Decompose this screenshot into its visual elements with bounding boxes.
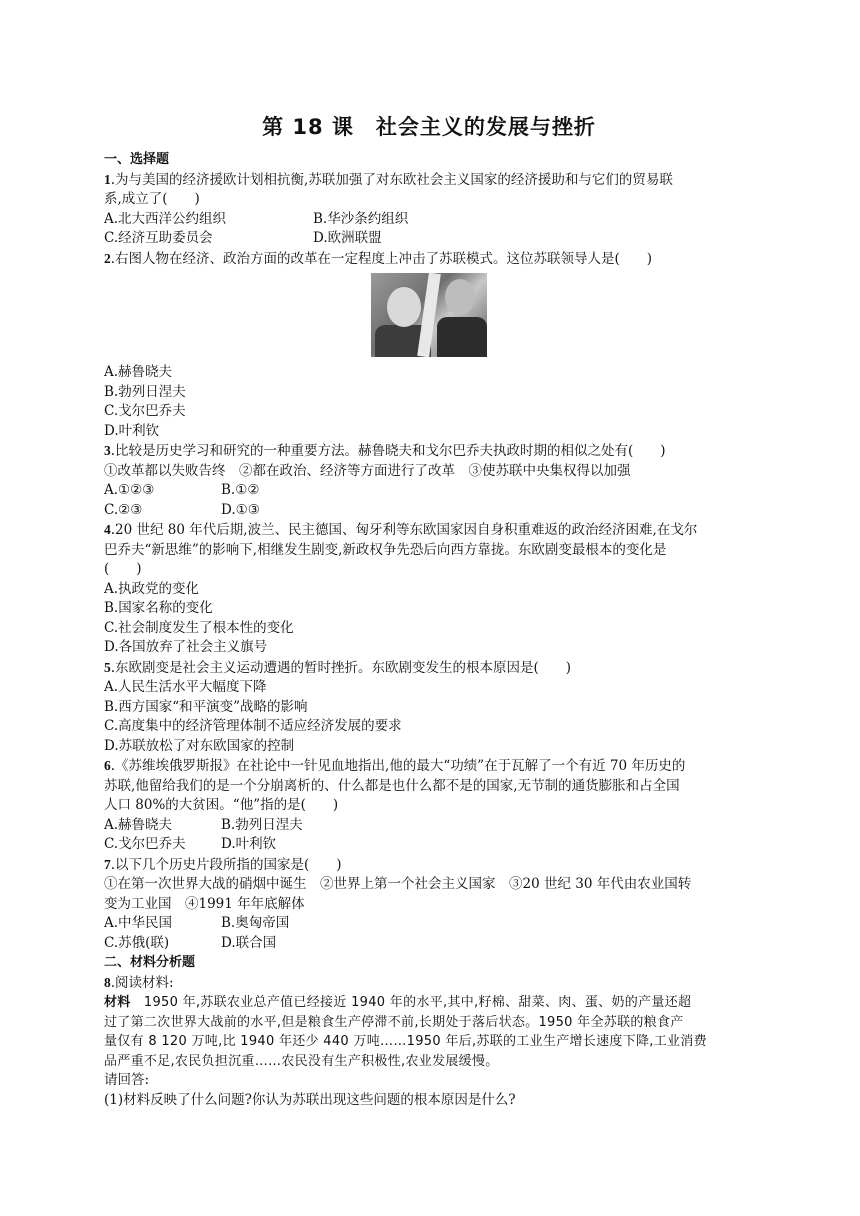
option-b: B.国家名称的变化 <box>104 600 213 616</box>
question-7-statements-cont: 变为工业国 ④1991 年年底解体 <box>104 895 305 912</box>
question-5-stem <box>104 658 754 679</box>
option-b: B.奥匈帝国 <box>221 915 290 931</box>
question-1-stem-cont: 系,成立了( ) <box>104 191 200 207</box>
question-text: .20 世纪 80 年代后期,波兰、民主德国、匈牙利等东欧国家因自身积重难返的政治经济困难,在戈尔 <box>110 522 698 538</box>
question-3-stem <box>104 441 754 462</box>
option-d: D.联合国 <box>221 934 277 951</box>
option-a: A.赫鲁晓夫 <box>104 816 173 833</box>
question-8-stem <box>104 973 754 994</box>
question-number: 8 <box>104 974 111 990</box>
option-a: A.北大西洋公约组织 <box>104 210 227 227</box>
material-text: 1950 年,苏联农业总产值已经接近 1940 年的水平,其中,籽棉、甜菜、肉、蛋、奶的产量还超 <box>130 995 692 1010</box>
question-4-stem-cont: ( ) <box>104 561 142 577</box>
option-c: C.戈尔巴乔夫 <box>104 836 186 852</box>
page-title: 第 18 课 社会主义的发展与挫折 <box>262 115 596 139</box>
material-passage-line: 量仅有 8 120 万吨,比 1940 年还少 440 万吨……1950 年后,苏联的工业生产增长速度下降,工业消费 <box>104 1034 707 1049</box>
answer-prompt: 请回答: <box>104 1072 150 1088</box>
option-c: C.苏俄(联) <box>104 934 170 951</box>
question-number: 7 <box>104 856 111 872</box>
question-3-options-row <box>104 481 754 501</box>
option-d: D.①③ <box>221 501 260 518</box>
option-b: B.勃列日涅夫 <box>221 816 303 833</box>
material-passage-line <box>104 993 754 1013</box>
option-b: B.华沙条约组织 <box>313 210 409 227</box>
question-number: 3 <box>104 443 111 458</box>
question-3-statements: ①改革都以失败告终 ②都在政治、经济等方面进行了改革 ③使苏联中央集权得以加强 <box>104 462 631 479</box>
question-7-options-row <box>104 914 754 934</box>
option-d: D.各国放弃了社会主义旗号 <box>104 639 268 655</box>
section-heading-material: 二、材料分析题 <box>104 955 196 970</box>
material-passage-line: 过了第二次世界大战前的水平,但是粮食生产停滞不前,长期处于落后状态。1950 年全苏联的粮食产 <box>104 1014 684 1030</box>
question-7-stem <box>104 855 754 876</box>
material-passage-line: 品严重不足,农民负担沉重……农民没有生产积极性,农业发展缓慢。 <box>104 1053 499 1069</box>
option-d: D.叶利钦 <box>221 836 277 852</box>
question-text: .《苏维埃俄罗斯报》在社论中一针见血地指出,他的最大“功绩”在于瓦解了一个有近 70 年历史的 <box>110 758 686 774</box>
option-b: B.①② <box>221 482 260 498</box>
question-text: .比较是历史学习和研究的一种重要方法。赫鲁晓夫和戈尔巴乔夫执政时期的相似之处有( ) <box>110 443 666 459</box>
question-2-stem <box>104 249 754 270</box>
question-7-statements: ①在第一次世界大战的硝烟中诞生 ②世界上第一个社会主义国家 ③20 世纪 30 年代由农业国转 <box>104 876 692 892</box>
sub-question-1: (1)材料反映了什么问题?你认为苏联出现这些问题的根本原因是什么? <box>104 1091 516 1108</box>
question-number: 6 <box>104 758 111 773</box>
question-text: .以下几个历史片段所指的国家是( ) <box>110 856 342 873</box>
question-1-options-row <box>104 229 754 249</box>
question-6-stem <box>104 756 754 777</box>
option-a: A.人民生活水平大幅度下降 <box>104 679 267 695</box>
question-text: .右图人物在经济、政治方面的改革在一定程度上冲击了苏联模式。这位苏联领导人是( ) <box>110 250 653 267</box>
option-d: D.欧洲联盟 <box>313 230 382 246</box>
option-c: C.戈尔巴乔夫 <box>104 403 186 419</box>
option-c: C.经济互助委员会 <box>104 230 213 246</box>
option-a: A.执政党的变化 <box>104 580 200 597</box>
question-6-options-row <box>104 816 754 836</box>
photo-figure-head <box>445 279 475 315</box>
section-heading-choice: 一、选择题 <box>104 152 170 167</box>
option-c: C.高度集中的经济管理体制不适应经济发展的要求 <box>104 718 402 734</box>
option-c: C.社会制度发生了根本性的变化 <box>104 619 294 636</box>
question-7-options-row <box>104 934 754 954</box>
material-label: 材料 <box>104 995 131 1010</box>
option-a: A.赫鲁晓夫 <box>104 364 173 380</box>
worksheet-page <box>104 112 754 1110</box>
question-text: .为与美国的经济援欧计划相抗衡,苏联加强了对东欧社会主义国家的经济援助和与它们的贸易联 <box>110 171 673 188</box>
question-number: 4 <box>104 522 111 537</box>
option-d: D.叶利钦 <box>104 422 160 439</box>
leader-photo <box>371 273 487 357</box>
question-text: .阅读材料: <box>110 974 174 991</box>
question-number: 5 <box>104 659 111 675</box>
question-text: .东欧剧变是社会主义运动遭遇的暂时挫折。东欧剧变发生的根本原因是( ) <box>110 659 572 676</box>
question-1-options-row <box>104 210 754 230</box>
question-6-stem-cont: 苏联,他留给我们的是一个分崩离析的、什么都是也什么都不是的国家,无节制的通货膨胀和占全国 <box>104 777 680 794</box>
question-1-stem <box>104 170 754 191</box>
question-6-options-row <box>104 835 754 855</box>
option-a: A.中华民国 <box>104 915 173 931</box>
option-c: C.②③ <box>104 501 143 518</box>
question-6-stem-cont: 人口 80%的大贫困。“他”指的是( ) <box>104 797 339 813</box>
question-4-stem <box>104 520 754 541</box>
question-3-options-row <box>104 501 754 521</box>
option-d: D.苏联放松了对东欧国家的控制 <box>104 737 295 754</box>
option-a: A.①②③ <box>104 482 155 498</box>
question-4-stem-cont: 巴乔夫“新思维”的影响下,相继发生剧变,新政权争先恐后向西方靠拢。东欧剧变最根本的变化是 <box>104 541 667 558</box>
photo-figure-head <box>387 287 421 327</box>
option-b: B.勃列日涅夫 <box>104 383 186 400</box>
photo-figure <box>437 317 487 357</box>
question-number: 1 <box>104 171 111 187</box>
option-b: B.西方国家“和平演变”战略的影响 <box>104 698 308 715</box>
question-number: 2 <box>104 250 111 266</box>
